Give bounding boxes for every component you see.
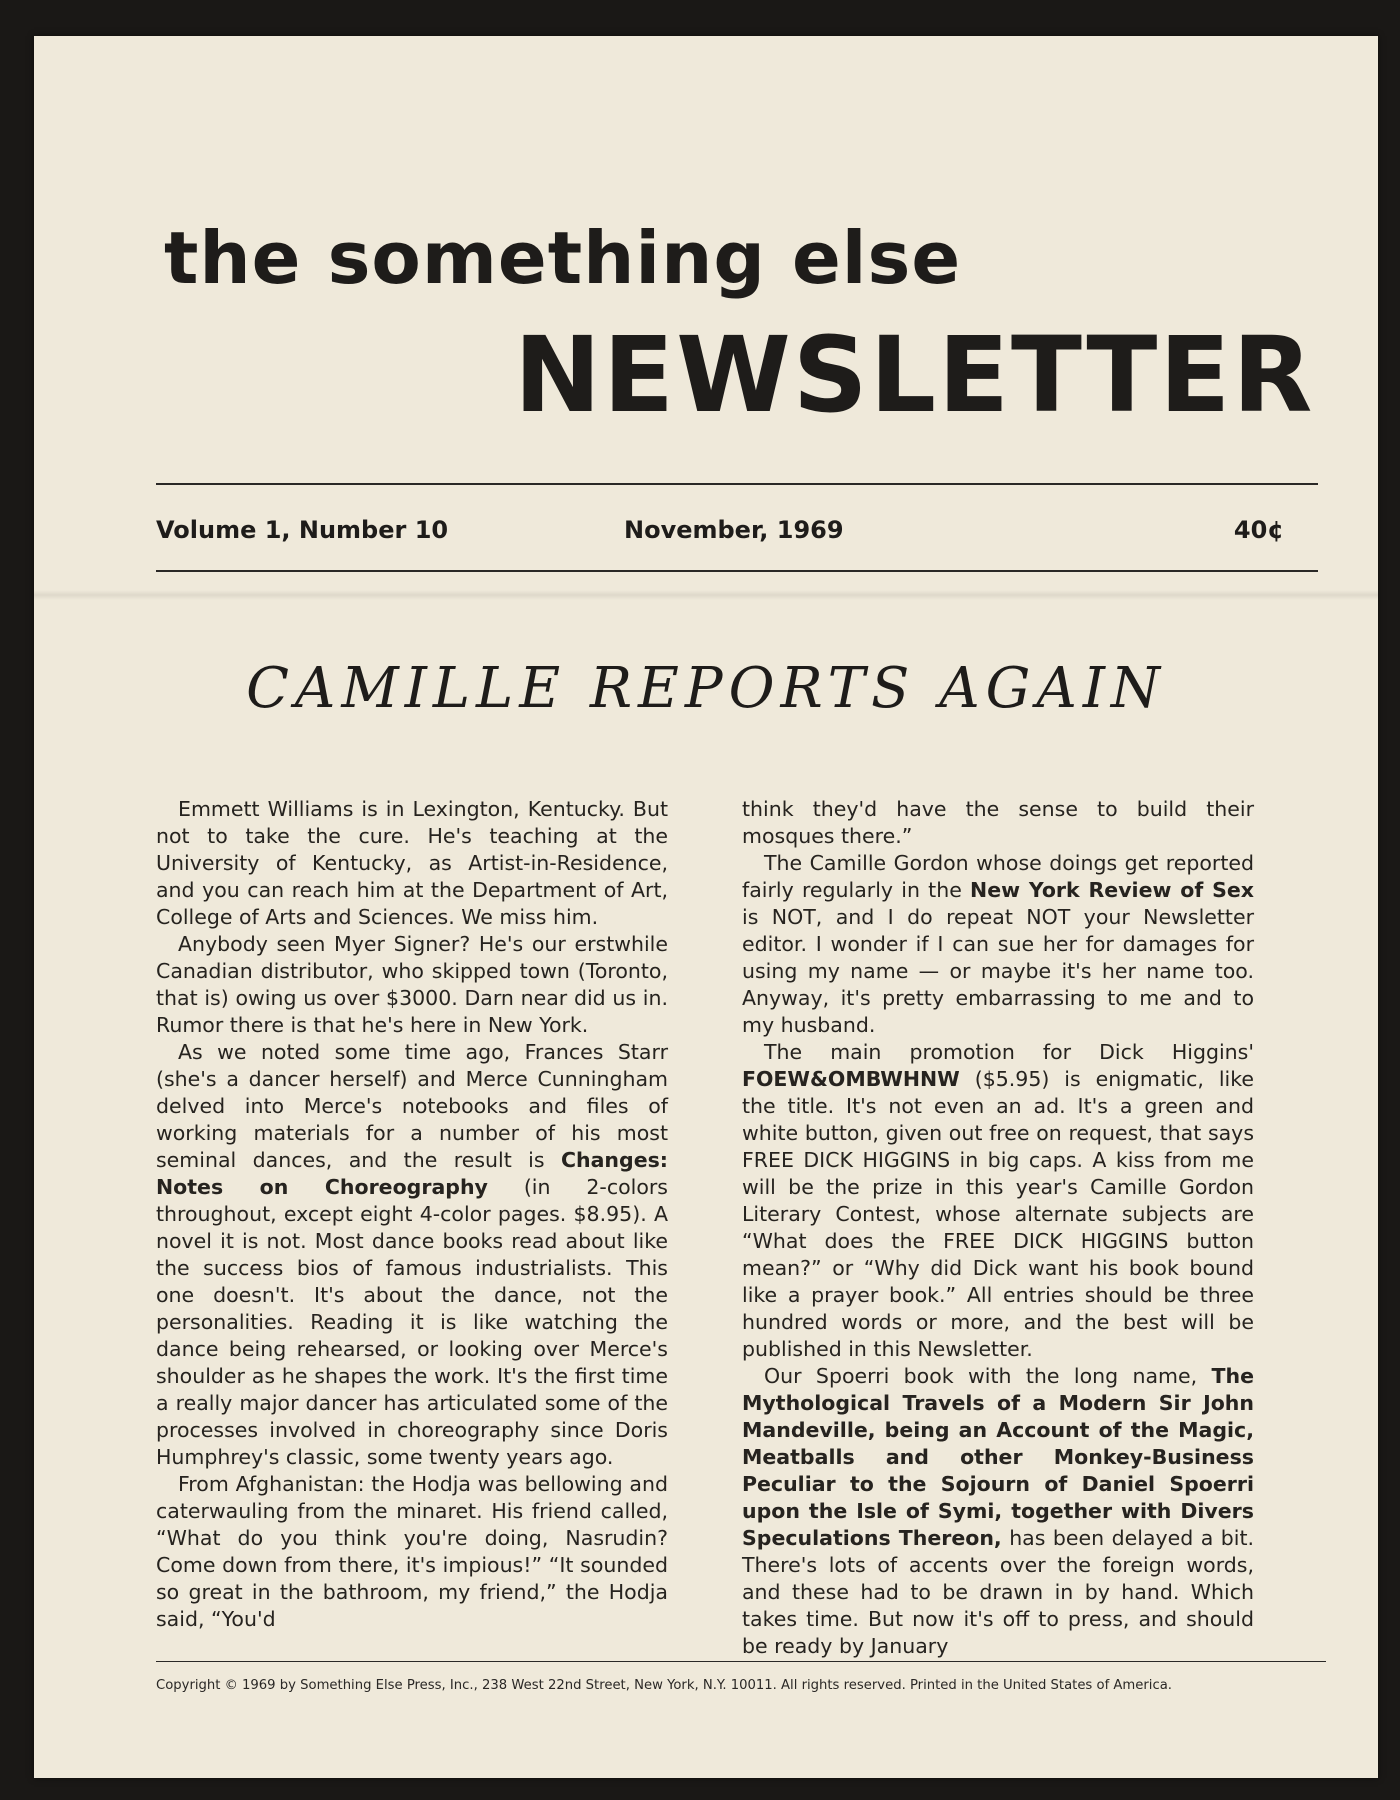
- book-title: The Mythological Travels of a Modern Sir John Mandeville, being an Account of the Magic, Meatballs and other Monkey-Business Peculiar to the Sojourn of Daniel Spoerri upon the Isle of Symi, together with Divers Speculations Thereon,: [742, 1364, 1254, 1550]
- paragraph-text: Our Spoerri book with the long name,: [764, 1364, 1212, 1388]
- paragraph: Emmett Williams is in Lexington, Kentucky. But not to take the cure. He's teaching at the University of Kentucky, as Artist-in-Residence, and you can reach him at the Department of Art, College of Arts and Sciences. We miss him.: [156, 797, 668, 929]
- paragraph: [742, 1039, 1254, 1363]
- publication-title: New York Review of Sex: [970, 878, 1254, 902]
- copyright-footer: Copyright © 1969 by Something Else Press, Inc., 238 West 22nd Street, New York, N.Y. 10011. All rights reserved. Printed in the United States of America.: [156, 1678, 1172, 1693]
- article-headline: CAMILLE REPORTS AGAIN: [246, 656, 1166, 721]
- paper-fold: [34, 590, 1378, 600]
- book-title: Changes: Notes on Choreography: [156, 1148, 668, 1199]
- issue-date: November, 1969: [624, 516, 844, 544]
- article-column-right: [742, 796, 1254, 1660]
- paragraph-continuation: think they'd have the sense to build their mosques there.”: [742, 797, 1254, 848]
- paragraph: [156, 1039, 668, 1471]
- paragraph-text: As we noted some time ago, Frances Starr (she's a dancer herself) and Merce Cunningham delved into Merce's notebooks and files of working materials for a number of his most seminal dances, and the result is: [156, 1040, 668, 1172]
- masthead-title-line1: the something else: [164, 216, 962, 300]
- paragraph-text: is NOT, and I do repeat NOT your Newsletter editor. I wonder if I can sue her for damages for using my name — or maybe it's her name too. Anyway, it's pretty embarrassing to me and to my husband.: [742, 905, 1254, 1037]
- masthead-top-rule: [156, 483, 1318, 485]
- book-title: FOEW&OMBWHNW: [742, 1067, 960, 1091]
- paragraph-text: (in 2-colors throughout, except eight 4-color pages. $8.95). A novel it is not. Most dance books read about like the success bios of famous industrialists. This one doesn't. It's about the dance, not the personalities. Reading it is like watching the dance being rehearsed, or looking over Merce's shoulder as he shapes the work. It's the first time a really major dancer has articulated some of the processes involved in choreography since Doris Humphrey's classic, some twenty years ago.: [156, 1175, 668, 1469]
- paragraph-text: ($5.95) is enigmatic, like the title. It's not even an ad. It's a green and white button, given out free on request, that says FREE DICK HIGGINS in big caps. A kiss from me will be the prize in this year's Camille Gordon Literary Contest, whose alternate subjects are “What does the FREE DICK HIGGINS button mean?” or “Why did Dick want his book bound like a prayer book.” All entries should be three hundred words or more, and the best will be published in this Newsletter.: [742, 1067, 1254, 1361]
- issue-price: 40¢: [1233, 516, 1284, 544]
- paragraph-text: The main promotion for Dick Higgins': [764, 1040, 1254, 1064]
- newsletter-page: [34, 36, 1378, 1778]
- masthead-bottom-rule: [156, 570, 1318, 572]
- paragraph: [742, 1363, 1254, 1660]
- masthead-title-line2: NEWSLETTER: [514, 314, 1315, 436]
- footer-rule: [156, 1661, 1326, 1662]
- paragraph: [742, 850, 1254, 1039]
- paragraph-text: has been delayed a bit. There's lots of accents over the foreign words, and these had to be drawn in by hand. Which takes time. But now it's off to press, and should be ready by January: [742, 1526, 1254, 1658]
- article-column-left: [156, 796, 668, 1633]
- paragraph-text: The Camille Gordon whose doings get reported fairly regularly in the: [742, 851, 1254, 902]
- paragraph: From Afghanistan: the Hodja was bellowing and caterwauling from the minaret. His friend called, “What do you think you're doing, Nasrudin? Come down from there, it's impious!” “It sounded so great in the bathroom, my friend,” the Hodja said, “You'd: [156, 1472, 668, 1631]
- issue-volume: Volume 1, Number 10: [156, 516, 449, 544]
- paragraph: Anybody seen Myer Signer? He's our erstwhile Canadian distributor, who skipped town (Toronto, that is) owing us over $3000. Darn near did us in. Rumor there is that he's here in New York.: [156, 932, 668, 1037]
